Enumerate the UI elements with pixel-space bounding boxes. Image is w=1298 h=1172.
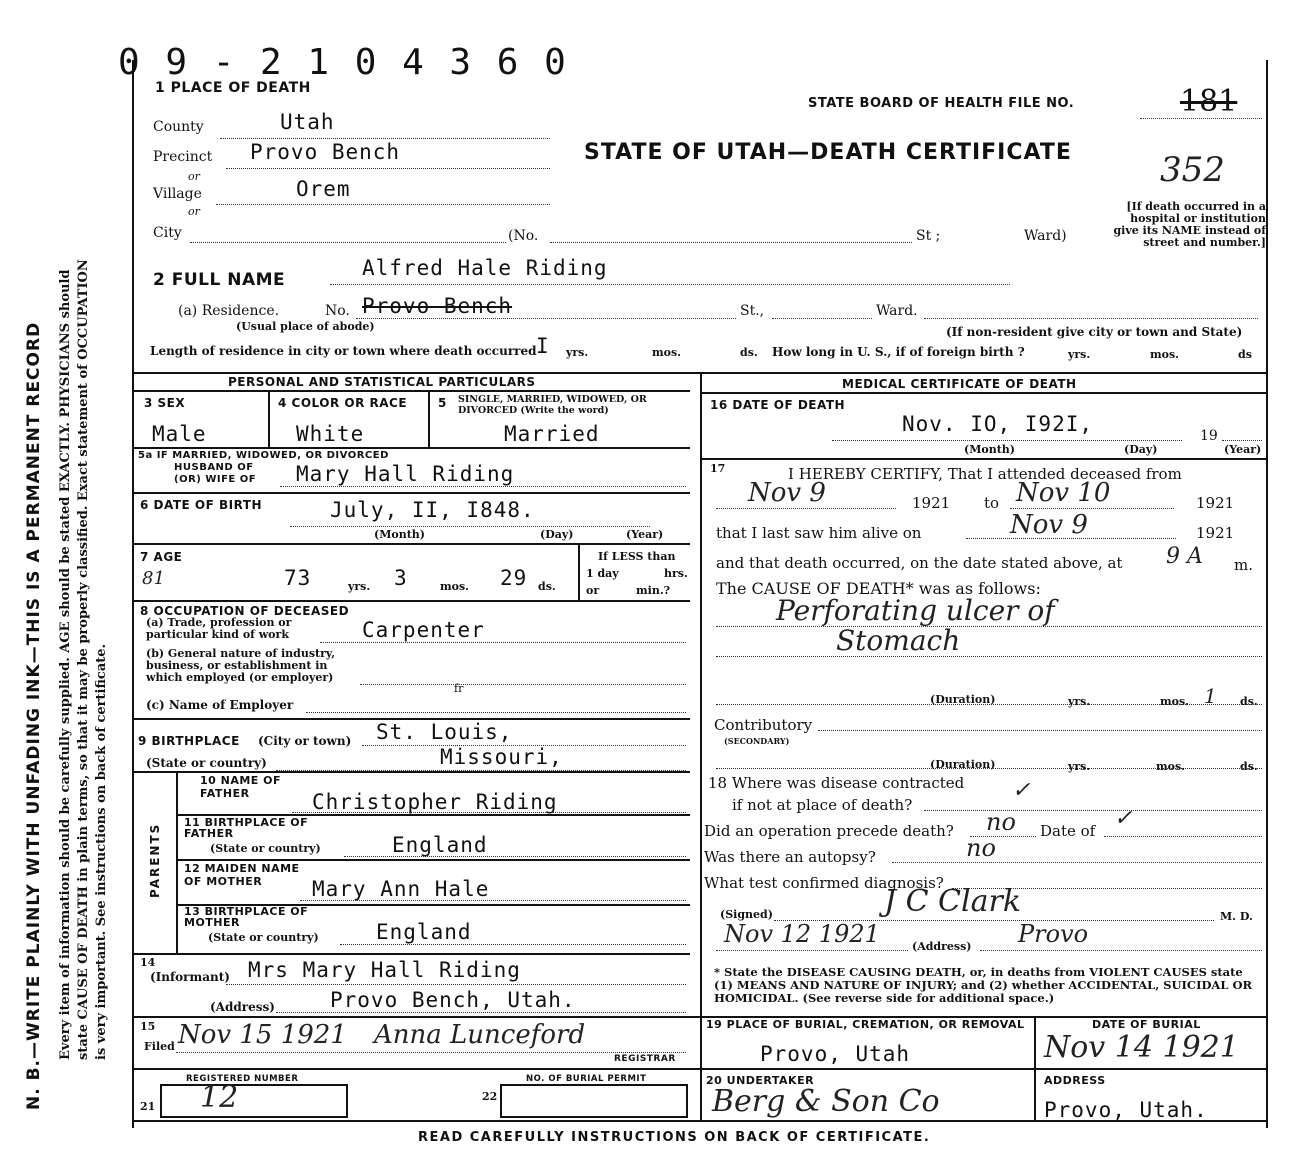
- undertaker-signature: Berg & Son Co: [712, 1084, 940, 1119]
- birthplace-state: Missouri,: [440, 745, 563, 769]
- center-divider: [700, 372, 702, 1120]
- father-birthplace-label: 11 BIRTHPLACE OF FATHER: [184, 816, 309, 840]
- dob-label: 6 DATE OF BIRTH: [140, 498, 263, 512]
- occupation-a-label: (a) Trade, profession or particular kind of work: [146, 616, 292, 641]
- margin-number: 352: [1160, 150, 1225, 190]
- us-residence-label: How long in U. S., if of foreign birth ?: [772, 345, 1025, 359]
- less-hrs: hrs.: [664, 567, 688, 580]
- registered-number-box: [160, 1084, 348, 1118]
- duration-mos: mos.: [1160, 695, 1189, 708]
- birthplace-state-label: (State or country): [146, 756, 267, 770]
- age-mark: 81: [142, 568, 165, 589]
- attended-from: Nov 9: [748, 478, 826, 508]
- length-mos: mos.: [652, 346, 681, 359]
- last-saw-yr: 1921: [1196, 524, 1235, 542]
- date-of-death: Nov. IO, I92I,: [902, 412, 1094, 436]
- nonresident-note: (If non-resident give city or town and State): [946, 325, 1243, 339]
- residence-label: (a) Residence.: [178, 303, 280, 319]
- dob-day: (Day): [540, 528, 574, 541]
- burial-place: Provo, Utah: [760, 1042, 911, 1066]
- contracted-value: ✓: [1012, 778, 1031, 803]
- residence-no-label: No.: [325, 303, 350, 319]
- color-value: White: [296, 422, 365, 446]
- dob-year: (Year): [626, 528, 664, 541]
- dod-month: (Month): [964, 443, 1015, 456]
- spouse-label-1: 5a IF MARRIED, WIDOWED, OR DIVORCED: [138, 450, 389, 461]
- attended-from-yr: 1921: [912, 494, 951, 512]
- precinct-label: Precinct: [153, 149, 213, 165]
- father-birthplace: England: [392, 833, 488, 857]
- hospital-note: [If death occurred in a hospital or institution give its NAME instead of street and number.]: [1113, 200, 1266, 249]
- operation-value: no: [986, 808, 1016, 836]
- parents-label: PARENTS: [148, 822, 162, 898]
- right-border: [1266, 60, 1268, 1128]
- duration2-mos: mos.: [1156, 760, 1185, 773]
- duration2-ds: ds.: [1240, 760, 1258, 773]
- duration-mos-value: 1: [1204, 684, 1217, 708]
- length-yrs: yrs.: [566, 346, 589, 359]
- autopsy-value: no: [966, 834, 996, 862]
- occupation-label: 8 OCCUPATION OF DECEASED: [140, 604, 350, 618]
- us-yrs: yrs.: [1068, 348, 1091, 361]
- left-border: [132, 60, 134, 1128]
- informant-label: (Informant): [150, 970, 230, 984]
- burial-date-label: DATE OF BURIAL: [1092, 1018, 1201, 1031]
- less-or: or: [586, 584, 600, 597]
- side-note-instructions-2: state CAUSE OF DEATH in plain terms, so that it may be properly classified. Exact statement of OCCUPATION: [76, 259, 91, 1060]
- employer-label: (c) Name of Employer: [146, 698, 294, 712]
- informant-num: 14: [140, 956, 156, 969]
- less-than-label: If LESS than: [598, 550, 676, 563]
- occupation-value: Carpenter: [362, 618, 485, 642]
- dod-year: (Year): [1224, 443, 1262, 456]
- mother-label: 12 MAIDEN NAME OF MOTHER: [184, 862, 300, 888]
- date-of-label: Date of: [1040, 822, 1096, 840]
- test-label: What test confirmed diagnosis?: [704, 874, 944, 892]
- document-title: STATE OF UTAH—DEATH CERTIFICATE: [584, 140, 1072, 165]
- dob-value: July, II, I848.: [330, 498, 535, 522]
- father-label: 10 NAME OF FATHER: [200, 774, 282, 800]
- contracted-label-2: if not at place of death?: [732, 796, 913, 814]
- or-1: or: [188, 170, 200, 183]
- file-no-label: STATE BOARD OF HEALTH FILE NO.: [808, 96, 1075, 111]
- side-note-instructions-3: is very important. See instructions on back of certificate.: [94, 643, 109, 1060]
- attended-to: Nov 10: [1016, 478, 1111, 508]
- birthplace-label: 9 BIRTHPLACE: [138, 734, 240, 748]
- age-mos: 3: [394, 566, 408, 590]
- filed-date: Nov 15 1921: [178, 1020, 347, 1050]
- file-no: 181: [1180, 84, 1238, 119]
- informant-value: Mrs Mary Hall Riding: [248, 958, 521, 982]
- footnote: * State the DISEASE CAUSING DEATH, or, in deaths from VIOLENT CAUSES state (1) MEANS AND NATURE OF INJURY; and (2) whether ACCIDENTAL, SUICIDAL OR HOMICIDAL. (See reverse side for additional space.): [714, 965, 1253, 1005]
- burial-place-label: 19 PLACE OF BURIAL, CREMATION, OR REMOVAL: [706, 1018, 1025, 1031]
- birthplace-city: St. Louis,: [376, 720, 513, 744]
- attended-to-label: to: [984, 494, 1000, 512]
- operation-label: Did an operation precede death?: [704, 822, 954, 840]
- date-of-death-label: 16 DATE OF DEATH: [710, 398, 846, 412]
- occupation-b-value: fr: [454, 682, 464, 695]
- marital-value: Married: [504, 422, 600, 446]
- full-name-value: Alfred Hale Riding: [362, 256, 608, 280]
- marital-num: 5: [438, 396, 447, 410]
- duration-label: (Duration): [930, 693, 996, 706]
- village-label: Village: [153, 186, 202, 202]
- place-of-death-header: 1 PLACE OF DEATH: [155, 80, 311, 96]
- personal-header: PERSONAL AND STATISTICAL PARTICULARS: [228, 375, 536, 389]
- contributory-label: Contributory: [714, 716, 813, 734]
- age-yrs: 73: [284, 566, 312, 590]
- filed-label: Filed: [144, 1040, 175, 1053]
- undertaker-address-label: ADDRESS: [1044, 1074, 1106, 1087]
- dob-month: (Month): [374, 528, 425, 541]
- age-ds-label: ds.: [538, 580, 556, 593]
- signed-label: (Signed): [720, 908, 773, 921]
- undertaker-label: 20 UNDERTAKER: [706, 1074, 815, 1087]
- or-2: or: [188, 205, 200, 218]
- cause-line-1: Perforating ulcer of: [776, 594, 1055, 627]
- mother-birthplace-sub: (State or country): [208, 931, 319, 944]
- death-time: 9 A: [1166, 544, 1203, 569]
- us-mos: mos.: [1150, 348, 1179, 361]
- dod-day: (Day): [1124, 443, 1158, 456]
- medical-header: MEDICAL CERTIFICATE OF DEATH: [842, 377, 1077, 391]
- sex-label: 3 SEX: [144, 396, 186, 410]
- signed-address-label: (Address): [912, 940, 972, 953]
- signed-date: Nov 12 1921: [724, 920, 880, 948]
- usual-abode-note: (Usual place of abode): [236, 320, 375, 333]
- autopsy-label: Was there an autopsy?: [704, 848, 876, 866]
- length-of-residence-label: Length of residence in city or town where death occurred: [150, 344, 537, 358]
- county-value: Utah: [280, 110, 335, 134]
- father-birthplace-sub: (State or country): [210, 842, 321, 855]
- last-saw-label: that I last saw him alive on: [716, 524, 922, 542]
- certificate-number: 0 9 - 2 1 0 4 3 6 0: [118, 42, 568, 83]
- md-label: M. D.: [1220, 910, 1253, 923]
- undertaker-address: Provo, Utah.: [1044, 1098, 1208, 1122]
- duration-ds: ds.: [1240, 695, 1258, 708]
- registrar-signature: Anna Lunceford: [374, 1020, 586, 1050]
- precinct-value: Provo Bench: [250, 140, 401, 164]
- city-label: City: [153, 225, 182, 241]
- contracted-label: 18 Where was disease contracted: [708, 774, 965, 792]
- burial-date: Nov 14 1921: [1044, 1030, 1239, 1065]
- residence-value: Provo Bench: [362, 294, 513, 318]
- mother-birthplace-label: 13 BIRTHPLACE OF MOTHER: [184, 905, 309, 929]
- father-value: Christopher Riding: [312, 790, 558, 814]
- last-saw-date: Nov 9: [1010, 510, 1088, 540]
- side-note-permanent-record: N. B.—WRITE PLAINLY WITH UNFADING INK—THIS IS A PERMANENT RECORD: [24, 321, 44, 1110]
- certify-text: I HEREBY CERTIFY, That I attended deceased from: [788, 465, 1182, 483]
- marital-label: SINGLE, MARRIED, WIDOWED, OR DIVORCED (Write the word): [458, 394, 647, 416]
- informant-address: Provo Bench, Utah.: [330, 988, 576, 1012]
- spouse-label-2: HUSBAND OF: [174, 462, 254, 473]
- cause-line-2: Stomach: [836, 624, 961, 657]
- us-ds: ds: [1238, 348, 1252, 361]
- duration-yrs: yrs.: [1068, 695, 1091, 708]
- county-label: County: [153, 119, 204, 135]
- age-mos-label: mos.: [440, 580, 469, 593]
- duration2-yrs: yrs.: [1068, 760, 1091, 773]
- duration2-label: (Duration): [930, 758, 996, 771]
- residence-ward: Ward.: [876, 303, 918, 319]
- registered-number-label: REGISTERED NUMBER: [186, 1074, 299, 1084]
- footer-instructions: READ CAREFULLY INSTRUCTIONS ON BACK OF CERTIFICATE.: [418, 1130, 931, 1145]
- registered-number-prefix: 21: [140, 1100, 156, 1113]
- death-time-m: m.: [1234, 556, 1253, 574]
- side-note-instructions-1: Every item of information should be carefully supplied. AGE should be stated EXACTLY. PHYSICIANS should: [58, 269, 73, 1060]
- village-value: Orem: [296, 177, 351, 201]
- length-of-residence-value: I: [536, 334, 550, 358]
- date-of-value: ✓: [1114, 806, 1133, 831]
- sex-value: Male: [152, 422, 207, 446]
- informant-address-label: (Address): [210, 1000, 275, 1014]
- age-label: 7 AGE: [140, 550, 183, 564]
- spouse-label-3: (OR) WIFE OF: [174, 474, 257, 485]
- burial-permit-prefix: 22: [482, 1090, 498, 1103]
- date-of-death-19: 19: [1200, 428, 1218, 444]
- spouse-value: Mary Hall Riding: [296, 462, 515, 486]
- registered-number: 12: [200, 1080, 239, 1115]
- age-yrs-label: yrs.: [348, 580, 371, 593]
- burial-permit-label: NO. OF BURIAL PERMIT: [526, 1074, 647, 1084]
- secondary-label: (SECONDARY): [724, 736, 790, 746]
- filed-num: 15: [140, 1020, 156, 1033]
- residence-st: St.,: [740, 303, 765, 319]
- city-no-label: (No.: [508, 228, 539, 244]
- city-ward-label: Ward): [1024, 228, 1067, 244]
- death-occurred-label: and that death occurred, on the date stated above, at: [716, 554, 1123, 572]
- occupation-b-label: (b) General nature of industry, business, or establishment in which employed (or employer): [146, 647, 336, 684]
- city-st-label: St ;: [916, 228, 941, 244]
- certify-num: 17: [710, 462, 726, 475]
- cause-label: The CAUSE OF DEATH* was as follows:: [716, 579, 1041, 598]
- birthplace-city-label: (City or town): [258, 734, 352, 748]
- age-ds: 29: [500, 566, 528, 590]
- mother-value: Mary Ann Hale: [312, 877, 490, 901]
- less-min: min.?: [636, 584, 671, 597]
- physician-signature: J C Clark: [884, 884, 1022, 919]
- full-name-label: 2 FULL NAME: [153, 270, 286, 290]
- length-ds: ds.: [740, 346, 758, 359]
- signed-address: Provo: [1018, 920, 1089, 948]
- registrar-label: REGISTRAR: [614, 1054, 676, 1064]
- less-day: 1 day: [586, 567, 619, 580]
- attended-to-yr: 1921: [1196, 494, 1235, 512]
- mother-birthplace: England: [376, 920, 472, 944]
- burial-permit-box: [500, 1084, 688, 1118]
- color-label: 4 COLOR OR RACE: [278, 396, 408, 410]
